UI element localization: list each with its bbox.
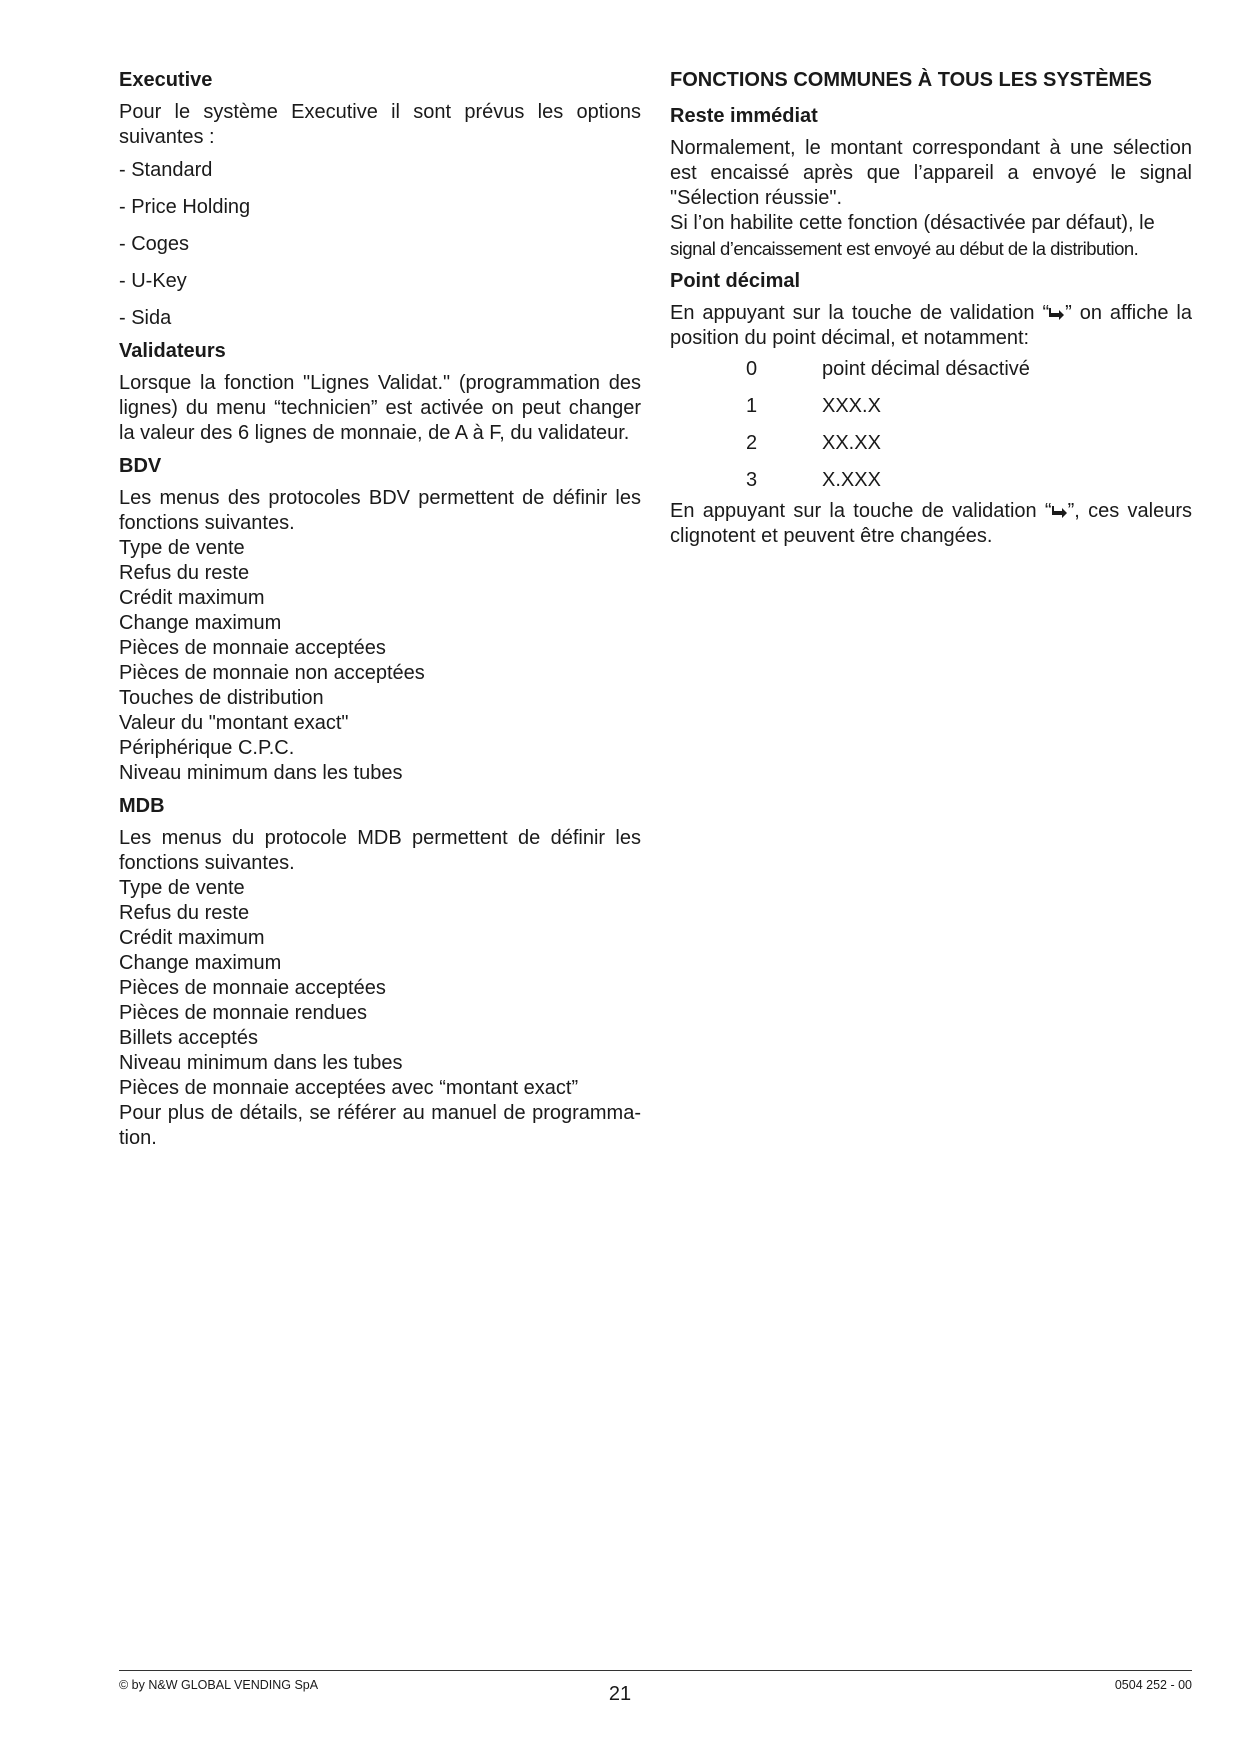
validateurs-text: Lorsque la fonction "Lignes Validat." (programmation des lignes) du menu “technicien” est activée on peut changer la valeur des 6 lignes de monnaie, de A à F, du validateur. bbox=[119, 372, 641, 444]
enter-key-icon bbox=[1052, 505, 1068, 519]
list-item: Valeur du "montant exact" bbox=[119, 712, 349, 734]
list-item: Pièces de monnaie acceptées avec “montant exact” bbox=[119, 1077, 579, 1099]
list-item: Pièces de monnaie rendues bbox=[119, 1002, 367, 1024]
point-text-2-after: ”, ces valeurs clignotent et peuvent être changées. bbox=[670, 500, 1192, 547]
bdv-intro: Les menus des protocoles BDV permettent de définir les fonctions suivantes. bbox=[119, 487, 641, 534]
option-item: - Standard bbox=[119, 159, 213, 181]
point-text-2-before: En appuyant sur la touche de validation “ bbox=[670, 500, 1052, 522]
reste-heading: Reste immédiat bbox=[670, 105, 818, 127]
mdb-heading: MDB bbox=[119, 795, 165, 817]
decimal-code: 1 bbox=[746, 395, 758, 417]
table-row bbox=[670, 431, 1192, 456]
footer-divider bbox=[119, 1670, 1192, 1671]
list-item: Crédit maximum bbox=[119, 587, 265, 609]
validateurs-heading: Validateurs bbox=[119, 340, 226, 362]
table-row bbox=[670, 394, 1192, 419]
point-text-1-after: ” on affiche la position du point décimal, et notamment: bbox=[670, 302, 1192, 349]
list-item: Type de vente bbox=[119, 537, 245, 559]
list-item: Touches de distribution bbox=[119, 687, 324, 709]
decimal-code: 0 bbox=[746, 358, 758, 380]
page-number: 21 bbox=[608, 1683, 632, 1705]
point-section bbox=[670, 269, 1192, 549]
document-code: 0504 252 - 00 bbox=[1114, 1678, 1192, 1692]
bdv-list bbox=[119, 536, 641, 786]
decimal-table bbox=[670, 357, 1192, 493]
right-column bbox=[670, 68, 1192, 549]
decimal-label: XXX.X bbox=[822, 395, 881, 417]
list-item: Pièces de monnaie acceptées bbox=[119, 977, 386, 999]
decimal-code: 2 bbox=[746, 432, 758, 454]
list-item: Pièces de monnaie non acceptées bbox=[119, 662, 425, 684]
option-item: - Sida bbox=[119, 307, 172, 329]
executive-section bbox=[119, 68, 641, 331]
executive-heading: Executive bbox=[119, 69, 213, 91]
list-item: Change maximum bbox=[119, 612, 282, 634]
executive-intro: Pour le système Executive il sont prévus les options suivantes : bbox=[119, 101, 641, 148]
list-item: Change maximum bbox=[119, 952, 282, 974]
footer-copyright: © by N&W GLOBAL VENDING SpA bbox=[119, 1678, 319, 1692]
point-text-1 bbox=[670, 301, 1192, 351]
list-item: Périphérique C.P.C. bbox=[119, 737, 295, 759]
point-heading: Point décimal bbox=[670, 270, 801, 292]
list-item: Niveau minimum dans les tubes bbox=[119, 1052, 403, 1074]
point-text-1-before: En appuyant sur la touche de validation “ bbox=[670, 302, 1050, 324]
mdb-closing: Pour plus de détails, se référer au manuel de programma-tion. bbox=[119, 1102, 641, 1149]
enter-key-icon bbox=[1049, 307, 1065, 321]
decimal-label: XX.XX bbox=[822, 432, 881, 454]
decimal-label: point décimal désactivé bbox=[822, 358, 1030, 380]
table-row bbox=[670, 357, 1192, 382]
executive-options bbox=[119, 158, 641, 331]
decimal-label: X.XXX bbox=[822, 469, 881, 491]
option-item: - Price Holding bbox=[119, 196, 251, 218]
left-column bbox=[119, 68, 641, 1151]
bdv-heading: BDV bbox=[119, 455, 162, 477]
table-row bbox=[670, 468, 1192, 493]
list-item: Type de vente bbox=[119, 877, 245, 899]
reste-text-3: signal d’encaissement est envoyé au début de la distribution. bbox=[670, 238, 1139, 259]
reste-text-1: Normalement, le montant correspondant à une sélection est encaissé après que l’appareil a envoyé le signal "Sélection réussie". bbox=[670, 137, 1192, 209]
list-item: Niveau minimum dans les tubes bbox=[119, 762, 403, 784]
list-item: Refus du reste bbox=[119, 902, 250, 924]
validateurs-section bbox=[119, 339, 641, 446]
list-item: Pièces de monnaie acceptées bbox=[119, 637, 386, 659]
decimal-code: 3 bbox=[746, 469, 758, 491]
list-item: Crédit maximum bbox=[119, 927, 265, 949]
list-item: Refus du reste bbox=[119, 562, 250, 584]
reste-text-2: Si l’on habilite cette fonction (désactivée par défaut), le bbox=[670, 212, 1155, 234]
common-functions-heading: FONCTIONS COMMUNES À TOUS LES SYSTÈMES bbox=[670, 69, 1152, 91]
bdv-section bbox=[119, 454, 641, 786]
mdb-intro: Les menus du protocole MDB permettent de définir les fonctions suivantes. bbox=[119, 827, 641, 874]
option-item: - U-Key bbox=[119, 270, 187, 292]
reste-section bbox=[670, 104, 1192, 261]
mdb-list bbox=[119, 876, 641, 1101]
mdb-section bbox=[119, 794, 641, 1151]
point-text-2 bbox=[670, 499, 1192, 549]
list-item: Billets acceptés bbox=[119, 1027, 258, 1049]
option-item: - Coges bbox=[119, 233, 190, 255]
